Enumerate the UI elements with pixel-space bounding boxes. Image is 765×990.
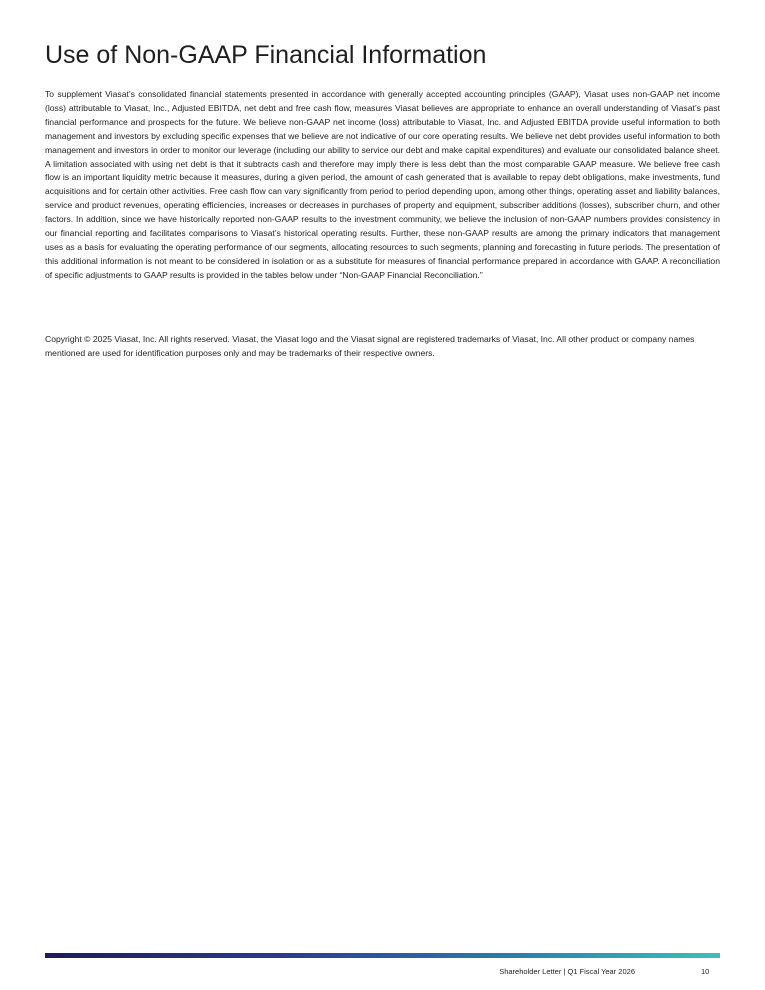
- page-title: Use of Non-GAAP Financial Information: [45, 41, 487, 69]
- non-gaap-paragraph: To supplement Viasat’s consolidated financial statements presented in accordance with generally accepted accounting principles (GAAP), Viasat uses non-GAAP net income (loss) attributable to Viasat, Inc., Adjusted EBITDA, net debt and free cash flow, measures Viasat believes are appropriate to enhance an overall understanding of Viasat’s past financial performance and prospects for the future. We believe non-GAAP net income (loss) attributable to Viasat, Inc. and Adjusted EBITDA provide useful information to both management and investors by excluding specific expenses that we believe are not indicative of our core operating results. We believe net debt provides useful information to both management and investors in order to monitor our leverage (including our ability to service our debt and make capital expenditures) and evaluate our consolidated balance sheet. A limitation associated with using net debt is that it subtracts cash and therefore may imply there is less debt than the most comparable GAAP measure. We believe free cash flow is an important liquidity metric because it measures, during a given period, the amount of cash generated that is available to repay debt obligations, make investments, fund acquisitions and for certain other activities. Free cash flow can vary significantly from period to period depending upon, among other things, operating asset and liability balances, service and product revenues, operating efficiencies, increases or decreases in purchases of property and equipment, subscriber additions (losses), subscriber churn, and other factors. In addition, since we have historically reported non-GAAP results to the investment community, we believe the inclusion of non-GAAP numbers provides consistency in our financial reporting and facilitates comparisons to Viasat’s historical operating results. Further, these non-GAAP results are among the primary indicators that management uses as a basis for evaluating the operating performance of our segments, allocating resources to such segments, planning and forecasting in future periods. The presentation of this additional information is not meant to be considered in isolation or as a substitute for measures of financial performance prepared in accordance with GAAP. A reconciliation of specific adjustments to GAAP results is provided in the tables below under “Non-GAAP Financial Reconciliation.”: [45, 89, 720, 280]
- page-number: 10: [701, 967, 710, 976]
- copyright-paragraph: Copyright © 2025 Viasat, Inc. All rights reserved. Viasat, the Viasat logo and the Viasat signal are registered trademarks of Viasat, Inc. All other product or company names mentioned are used for identification purposes only and may be trademarks of their respective owners.: [45, 334, 695, 358]
- footer-document-label: Shareholder Letter | Q1 Fiscal Year 2026: [499, 967, 635, 976]
- footer-gradient-bar: [45, 953, 720, 958]
